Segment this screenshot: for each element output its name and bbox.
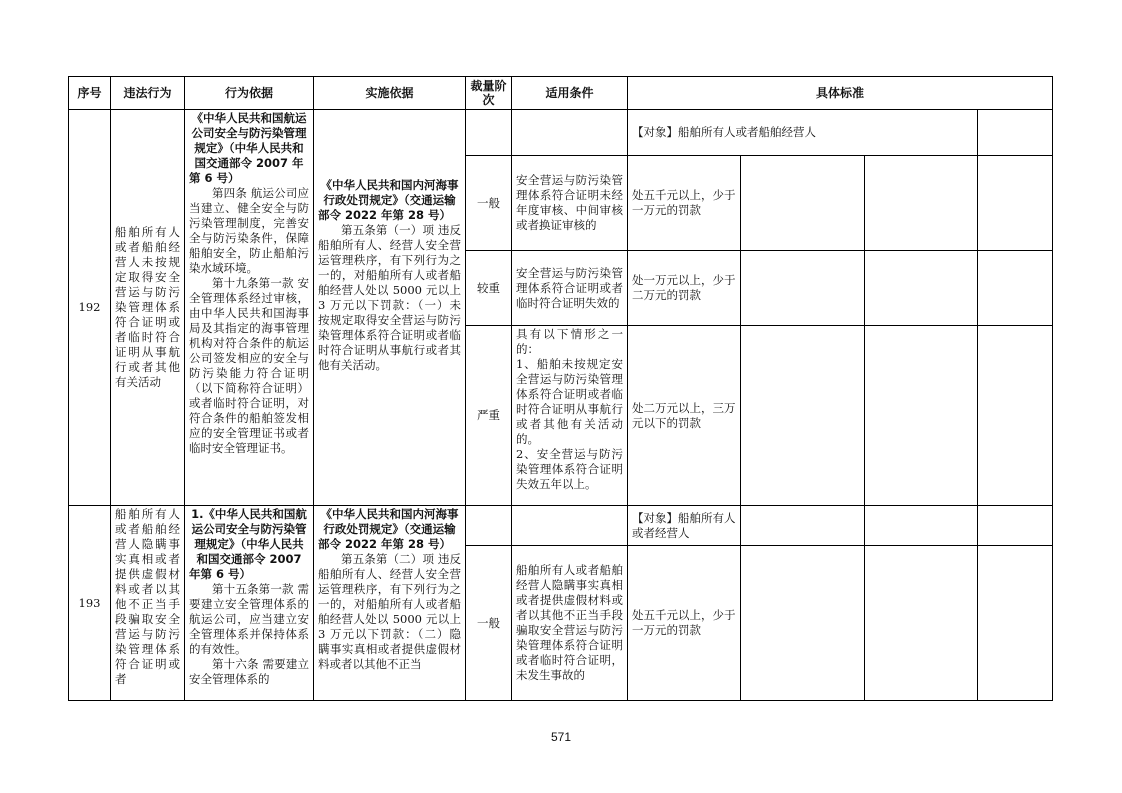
behavior-basis-article: 第十六条 需要建立安全管理体系的 xyxy=(189,657,309,686)
standard-blank-cell xyxy=(741,506,865,546)
header-violation: 违法行为 xyxy=(111,77,185,110)
header-level: 裁量阶次 xyxy=(466,77,512,110)
standard-blank-cell xyxy=(978,546,1053,701)
level-cell xyxy=(466,506,512,546)
impl-basis-title: 《中华人民共和国内河海事行政处罚规定》（交通运输部令 2022 年第 28 号） xyxy=(318,507,459,551)
standard-cell: 处五千元以上，少于一万元的罚款 xyxy=(628,546,741,701)
behavior-basis-article: 第十五条第一款 需要建立安全管理体系的航运公司，应当建立安全管理体系并保持体系的有效性。 xyxy=(189,582,309,656)
standard-blank-cell xyxy=(865,506,978,546)
violation-cell xyxy=(111,506,185,701)
standard-blank-cell xyxy=(741,156,865,251)
condition-cell xyxy=(512,110,628,156)
impl-basis-cell xyxy=(314,110,466,506)
level-cell: 一般 xyxy=(466,156,512,251)
level-cell: 较重 xyxy=(466,251,512,326)
level-cell: 一般 xyxy=(466,546,512,701)
behavior-basis-article: 第四条 航运公司应当建立、健全安全与防污染管理制度，完善安全与防污染条件，保障船舶安全，防止船舶污染水域环境。 xyxy=(189,186,309,275)
object-cell: 【对象】船舶所有人或者船舶经营人 xyxy=(628,110,978,156)
standard-cell: 处一万元以上，少于二万元的罚款 xyxy=(628,251,741,326)
table-row xyxy=(69,506,1053,546)
standard-cell: 处二万元以上，三万元以下的罚款 xyxy=(628,326,741,506)
condition-cell xyxy=(512,506,628,546)
condition-cell xyxy=(512,326,628,506)
impl-basis-title: 《中华人民共和国内河海事行政处罚规定》（交通运输部令 2022 年第 28 号） xyxy=(318,178,459,222)
condition-line: 2、安全营运与防污染管理体系符合证明失效五年以上。 xyxy=(516,447,623,491)
violation-text: 船舶所有人或者船舶经营人隐瞒事实真相或者提供虚假材料或者以其他不正当手段骗取安全营运与防污染管理体系符合证明或者 xyxy=(115,507,180,686)
condition-line: 1、船舶未按规定安全营运与防污染管理体系符合证明或者临时符合证明从事航行或者其他有关活动的。 xyxy=(516,357,623,446)
condition-cell: 安全营运与防污染管理体系符合证明未经年度审核、中间审核或者换证审核的 xyxy=(512,156,628,251)
header-behavior-basis: 行为依据 xyxy=(185,77,314,110)
header-row xyxy=(69,77,1053,110)
standard-blank-cell xyxy=(865,326,978,506)
standard-cell: 处五千元以上，少于一万元的罚款 xyxy=(628,156,741,251)
behavior-basis-title: 1.《中华人民共和国航运公司安全与防污染管理规定》（中华人民共和国交通部令 2007 年第 6 号） xyxy=(189,507,307,581)
standard-blank-cell xyxy=(741,546,865,701)
header-condition: 适用条件 xyxy=(512,77,628,110)
seq-cell: 193 xyxy=(69,506,111,701)
standard-blank-cell xyxy=(978,326,1053,506)
header-seq: 序号 xyxy=(69,77,111,110)
impl-basis-cell xyxy=(314,506,466,701)
object-cell: 【对象】船舶所有人或者经营人 xyxy=(628,506,741,546)
behavior-basis-title: 《中华人民共和国航运公司安全与防污染管理规定》（中华人民共和国交通部令 2007 年第 6 号） xyxy=(189,111,307,185)
standard-blank-cell xyxy=(978,506,1053,546)
standard-blank-cell xyxy=(978,110,1053,156)
standard-blank-cell xyxy=(865,251,978,326)
condition-cell: 船舶所有人或者船舶经营人隐瞒事实真相或者提供虚假材料或者以其他不正当手段骗取安全营运与防污染管理体系符合证明或者临时符合证明，未发生事故的 xyxy=(512,546,628,701)
standard-blank-cell xyxy=(741,251,865,326)
behavior-basis-cell xyxy=(185,506,314,701)
condition-cell: 安全营运与防污染管理体系符合证明或者临时符合证明失效的 xyxy=(512,251,628,326)
penalty-standards-table xyxy=(68,76,1053,701)
behavior-basis-cell xyxy=(185,110,314,506)
standard-blank-cell xyxy=(741,326,865,506)
behavior-basis-clip xyxy=(189,507,309,699)
standard-blank-cell xyxy=(865,156,978,251)
condition-line: 具有以下情形之一的： xyxy=(516,327,623,356)
page-number: 571 xyxy=(550,730,572,744)
impl-basis-article: 第五条第（一）项 违反船舶所有人、经营人安全营运管理秩序，有下列行为之一的，对船舶所有人或者船舶经营人处以 5000 元以上 3 万元以下罚款：（一）未按规定取得安全营运与防污染管理体系符合证明或者临时符合证明从事航行或者其他有关活动。 xyxy=(318,223,461,372)
violation-cell: 船舶所有人或者船舶经营人未按规定取得安全营运与防污染管理体系符合证明或者临时符合证明从事航行或者其他有关活动 xyxy=(111,110,185,506)
impl-basis-article: 第五条第（二）项 违反船舶所有人、经营人安全营运管理秩序，有下列行为之一的，对船舶所有人或者船舶经营人处以 5000 元以上 3 万元以下罚款：（二）隐瞒事实真相或者提供虚假材料或者以其他不正当 xyxy=(318,552,461,671)
standard-blank-cell xyxy=(978,156,1053,251)
level-cell xyxy=(466,110,512,156)
header-standard: 具体标准 xyxy=(628,77,1053,110)
seq-cell: 192 xyxy=(69,110,111,506)
standard-blank-cell xyxy=(978,251,1053,326)
standard-blank-cell xyxy=(865,546,978,701)
header-impl-basis: 实施依据 xyxy=(314,77,466,110)
behavior-basis-article: 第十九条第一款 安全管理体系经过审核，由中华人民共和国海事局及其指定的海事管理机构对符合条件的航运公司签发相应的安全与防污染能力符合证明（以下简称符合证明）或者临时符合证明，对符合条件的船舶签发相应的安全管理证书或者临时安全管理证书。 xyxy=(189,276,309,455)
table-row xyxy=(69,110,1053,156)
level-cell: 严重 xyxy=(466,326,512,506)
impl-basis-clip xyxy=(318,507,461,699)
